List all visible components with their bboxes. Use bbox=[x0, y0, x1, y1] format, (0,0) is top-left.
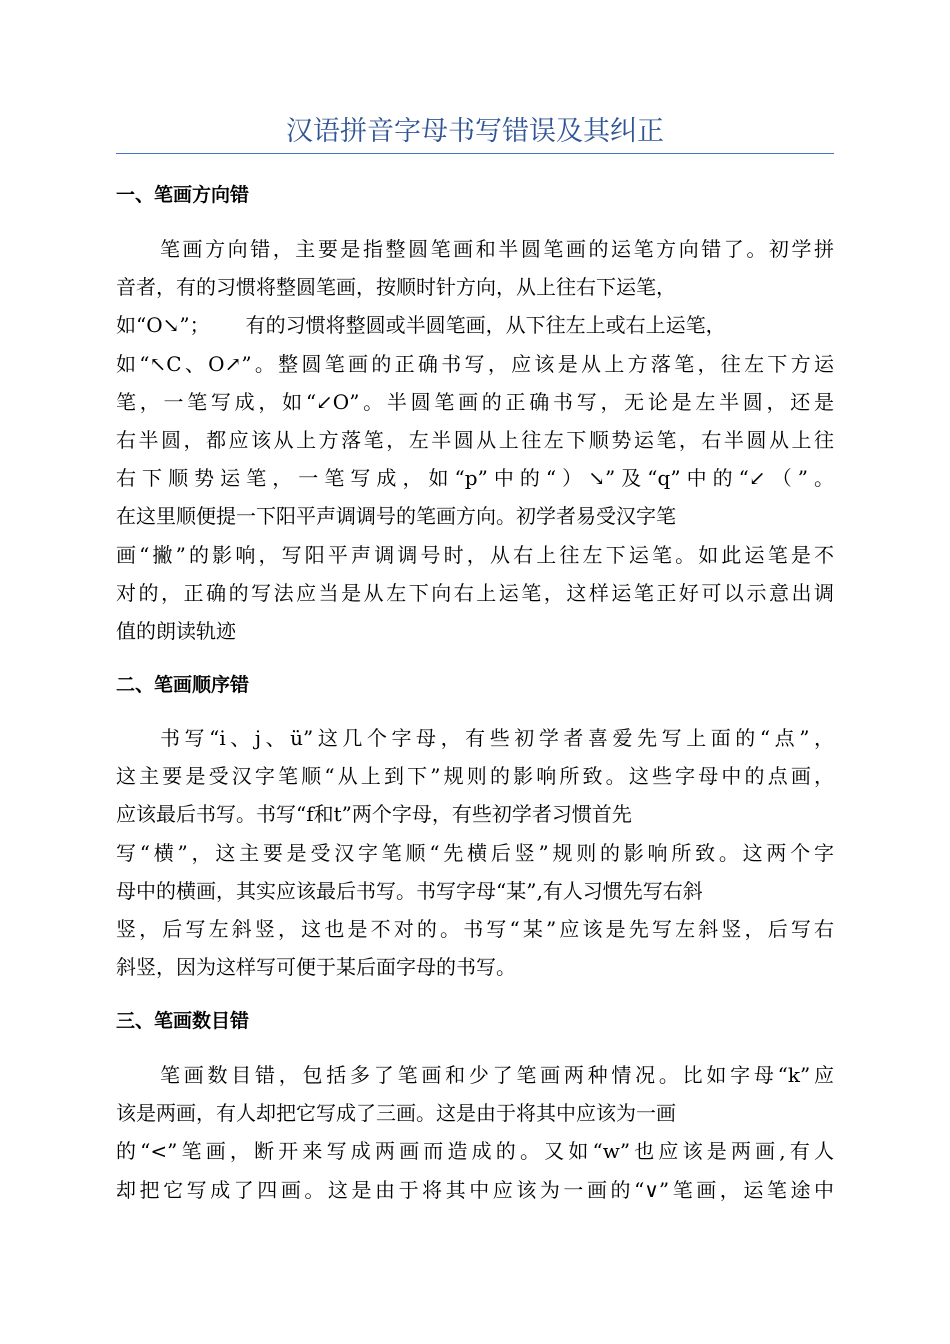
paragraph-line: 笔画数目错，包括多了笔画和少了笔画两种情况。比如字母“k”应 bbox=[160, 1063, 834, 1087]
paragraph-line: 书写“i、j、ü”这几个字母，有些初学者喜爱先写上面的“点”， bbox=[160, 726, 834, 750]
paragraph-line: 笔画方向错，主要是指整圆笔画和半圆笔画的运笔方向错了。初学拼 bbox=[160, 237, 834, 261]
section-paragraph-3 bbox=[116, 1056, 834, 1209]
section-heading-3: 三、笔画数目错 bbox=[116, 1010, 250, 1032]
paragraph-line: 应该最后书写。书写“f和t”两个字母，有些初学者习惯首先 bbox=[116, 802, 632, 827]
paragraph-line: 值的朗读轨迹 bbox=[116, 618, 236, 643]
paragraph-line: 右下顺势运笔，一笔写成，如“p”中的“）↘”及“q”中的“↙（”。 bbox=[116, 466, 834, 491]
paragraph-line: 竖，后写左斜竖，这也是不对的。书写“某”应该是先写左斜竖，后写右 bbox=[116, 916, 834, 941]
paragraph-line: 该是两画，有人却把它写成了三画。这是由于将其中应该为一画 bbox=[116, 1101, 676, 1126]
title-underline bbox=[116, 153, 834, 154]
paragraph-line bbox=[116, 306, 834, 344]
paragraph-line: 的“<”笔画，断开来写成两画而造成的。又如“w”也应该是两画,有人 bbox=[116, 1139, 834, 1164]
section-heading-2: 二、笔画顺序错 bbox=[116, 674, 250, 696]
paragraph-line: 这主要是受汉字笔顺“从上到下”规则的影响所致。这些字母中的点画， bbox=[116, 764, 834, 789]
paragraph-line-part: 有的习惯将整圆或半圆笔画，从下往左上或右上运笔， bbox=[245, 313, 726, 338]
paragraph-line-part: 如“O↘”； bbox=[116, 313, 210, 338]
paragraph-line: 对的，正确的写法应当是从左下向右上运笔，这样运笔正好可以示意出调 bbox=[116, 580, 834, 605]
paragraph-line: 画“撇”的影响，写阳平声调调号时，从右上往左下运笔。如此运笔是不 bbox=[116, 542, 834, 567]
paragraph-line: 却把它写成了四画。这是由于将其中应该为一画的“∨”笔画，运笔途中 bbox=[116, 1177, 834, 1202]
section-paragraph-2 bbox=[116, 719, 834, 986]
section-paragraph-1 bbox=[116, 230, 834, 650]
paragraph-line: 写“横”，这主要是受汉字笔顺“先横后竖”规则的影响所致。这两个字 bbox=[116, 840, 834, 865]
paragraph-line: 斜竖，因为这样写可便于某后面字母的书写。 bbox=[116, 955, 516, 980]
paragraph-line: 在这里顺便提一下阳平声调调号的笔画方向。初学者易受汉字笔 bbox=[116, 504, 676, 529]
paragraph-line: 如“↖C、O↗”。整圆笔画的正确书写，应该是从上方落笔，往左下方运 bbox=[116, 351, 834, 376]
paragraph-line: 右半圆，都应该从上方落笔，左半圆从上往左下顺势运笔，右半圆从上往 bbox=[116, 427, 834, 452]
paragraph-line: 笔，一笔写成，如“↙O”。半圆笔画的正确书写，无论是左半圆，还是 bbox=[116, 389, 834, 414]
document-title: 汉语拼音字母书写错误及其纠正 bbox=[286, 116, 664, 147]
paragraph-line: 音者，有的习惯将整圆笔画，按顺时针方向，从上往右下运笔， bbox=[116, 275, 676, 300]
paragraph-line: 母中的横画，其实应该最后书写。书写字母“某”,有人习惯先写右斜 bbox=[116, 878, 703, 903]
section-heading-1: 一、笔画方向错 bbox=[116, 184, 250, 206]
document-page bbox=[116, 0, 834, 1344]
